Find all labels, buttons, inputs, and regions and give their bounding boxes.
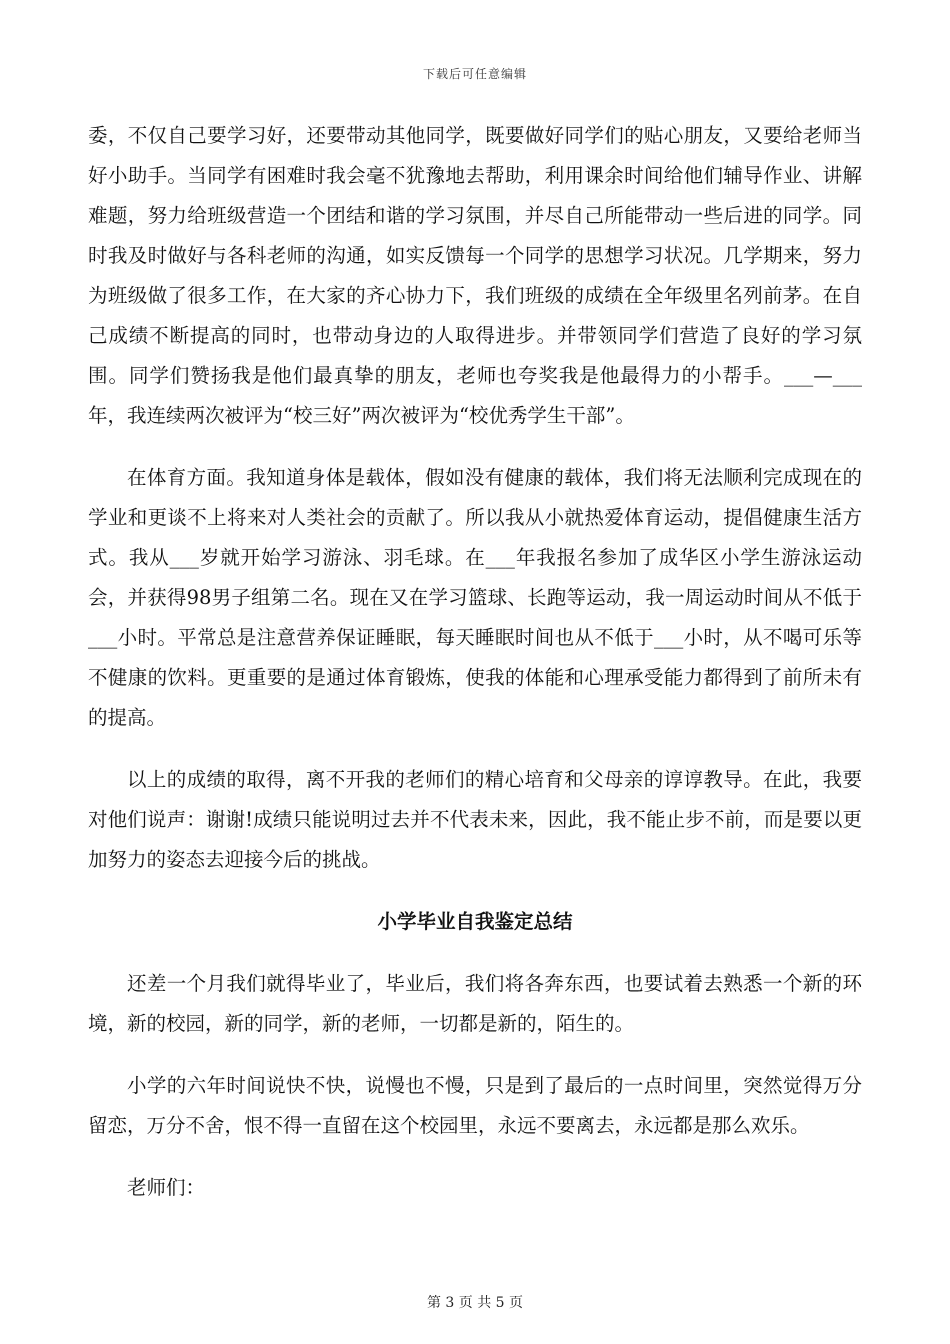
section-title: 小学毕业自我鉴定总结: [377, 910, 573, 933]
document-body: [88, 116, 862, 1230]
paragraph-sports: 在体育方面。我知道身体是载体，假如没有健康的载体，我们将无法顺利完成现在的学业和更谈不上将来对人类社会的贡献了。所以我从小就热爱体育运动，提倡健康生活方式。我从___岁就开始学习游泳、羽毛球。在___年我报名参加了成华区小学生游泳运动会，并获得98男子组第二名。现在又在学习篮球、长跑等运动，我一周运动时间从不低于___小时。平常总是注意营养保证睡眠，每天睡眠时间也从不低于___小时，从不喝可乐等不健康的饮料。更重要的是通过体育锻炼，使我的体能和心理承受能力都得到了前所未有的提高。: [88, 466, 862, 729]
paragraph-graduation: 还差一个月我们就得毕业了，毕业后，我们将各奔东西，也要试着去熟悉一个新的环境，新的校园，新的同学，新的老师，一切都是新的，陌生的。: [88, 972, 862, 1035]
page-footer: 第 3 页 共 5 页: [426, 1295, 524, 1311]
paragraph-gratitude: 以上的成绩的取得，离不开我的老师们的精心培育和父母亲的谆谆教导。在此，我要对他们说声：谢谢!成绩只能说明过去并不代表未来，因此，我不能止步不前，而是要以更加努力的姿态去迎接今后的挑战。: [88, 768, 862, 871]
paragraph-teachers: 老师们：: [127, 1176, 206, 1199]
paragraph-six-years: 小学的六年时间说快不快，说慢也不慢，只是到了最后的一点时间里，突然觉得万分留恋，万分不舍，恨不得一直留在这个校园里，永远不要离去，永远都是那么欢乐。: [88, 1074, 862, 1137]
paragraph-class-committee: 委，不仅自己要学习好，还要带动其他同学，既要做好同学们的贴心朋友，又要给老师当好小助手。当同学有困难时我会毫不犹豫地去帮助，利用课余时间给他们辅导作业、讲解难题，努力给班级营造一个团结和谐的学习氛围，并尽自己所能带动一些后进的同学。同时我及时做好与各科老师的沟通，如实反馈每一个同学的思想学习状况。几学期来，努力为班级做了很多工作，在大家的齐心协力下，我们班级的成绩在全年级里名列前茅。在自己成绩不断提高的同时，也带动身边的人取得进步。并带领同学们营造了良好的学习氛围。同学们赞扬我是他们最真挚的朋友，老师也夸奖我是他最得力的小帮手。___—___年，我连续两次被评为“校三好”两次被评为“校优秀学生干部”。: [88, 124, 862, 427]
page-header: 下载后可任意编辑: [422, 67, 527, 81]
